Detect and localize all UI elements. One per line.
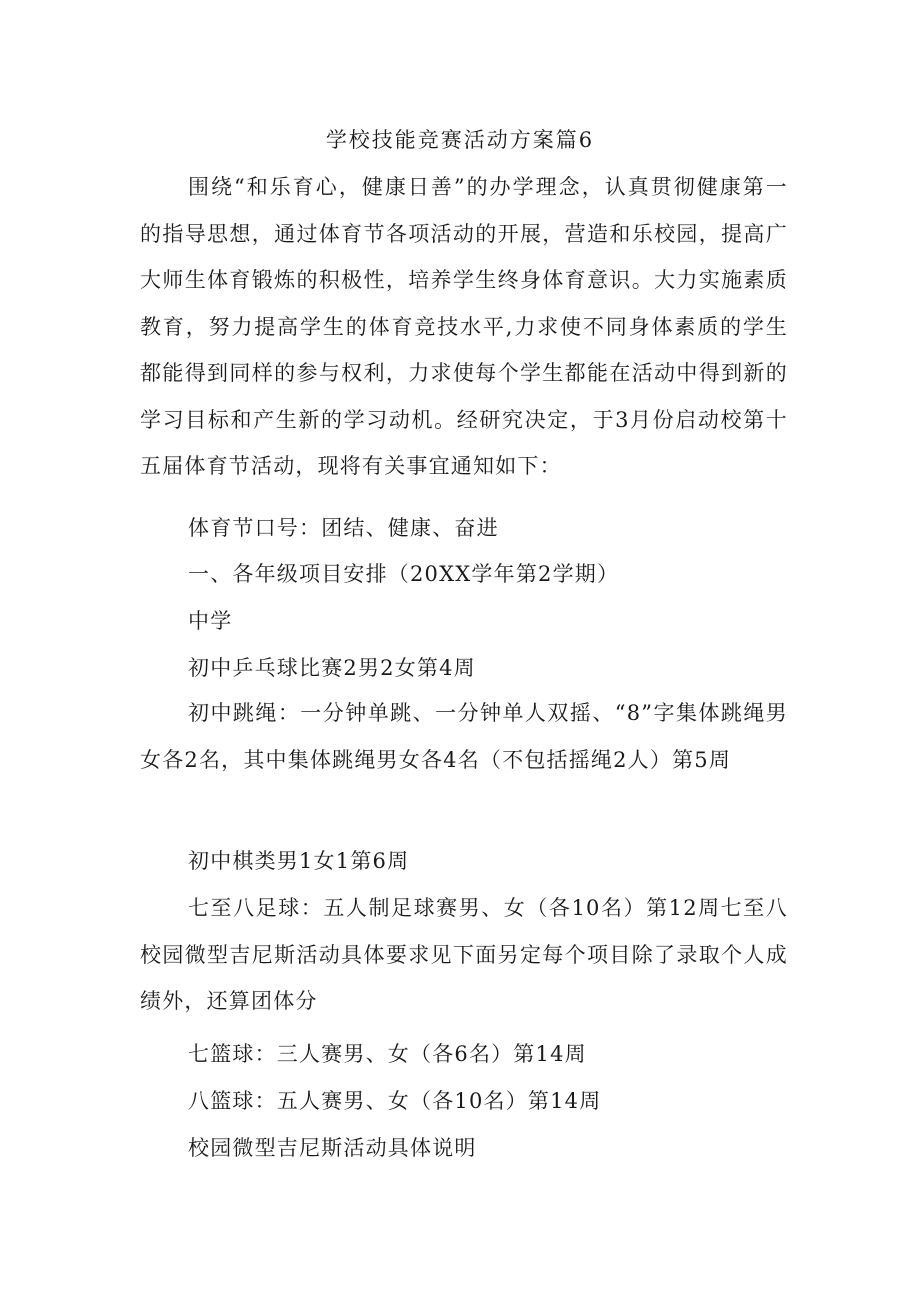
section-heading: 一、各年级项目安排（20XX学年第2学期）	[188, 562, 620, 586]
table-tennis-item: 初中乒乓球比赛2男2女第4周	[188, 656, 476, 680]
slogan-line: 体育节口号：团结、健康、奋进	[188, 516, 499, 540]
intro-paragraph: 围绕“和乐育心，健康日善”的办学理念，认真贯彻健康第一的指导思想，通过体育节各项活动的开展，营造和乐校园，提高广大师生体育锻炼的积极性，培养学生终身体育意识。大力实施素质教育，努力提高学生的体育竞技水平,力求使不同身体素质的学生都能得到同样的参与权利，力求使每个学生都能在活动中得到新的学习目标和产生新的学习动机。经研究决定，于3月份启动校第十五届体育节活动，现将有关事宜通知如下：	[140, 175, 788, 478]
football-item: 七至八足球：五人制足球赛男、女（各10名）第12周七至八校园微型吉尼斯活动具体要求见下面另定每个项目除了录取个人成绩外，还算团体分	[140, 896, 788, 1013]
basketball-grade7-item: 七篮球：三人赛男、女（各6名）第14周	[188, 1042, 587, 1066]
chess-item: 初中棋类男1女1第6周	[188, 849, 410, 873]
guinness-heading: 校园微型吉尼斯活动具体说明	[188, 1136, 477, 1160]
document-title: 学校技能竞赛活动方案篇6	[325, 128, 595, 152]
basketball-grade8-item: 八篮球：五人赛男、女（各10名）第14周	[188, 1089, 602, 1113]
middle-school-label: 中学	[188, 609, 233, 633]
jump-rope-item: 初中跳绳：一分钟单跳、一分钟单人双摇、“8”字集体跳绳男女各2名，其中集体跳绳男女各4名（不包括摇绳2人）第5周	[140, 701, 788, 772]
